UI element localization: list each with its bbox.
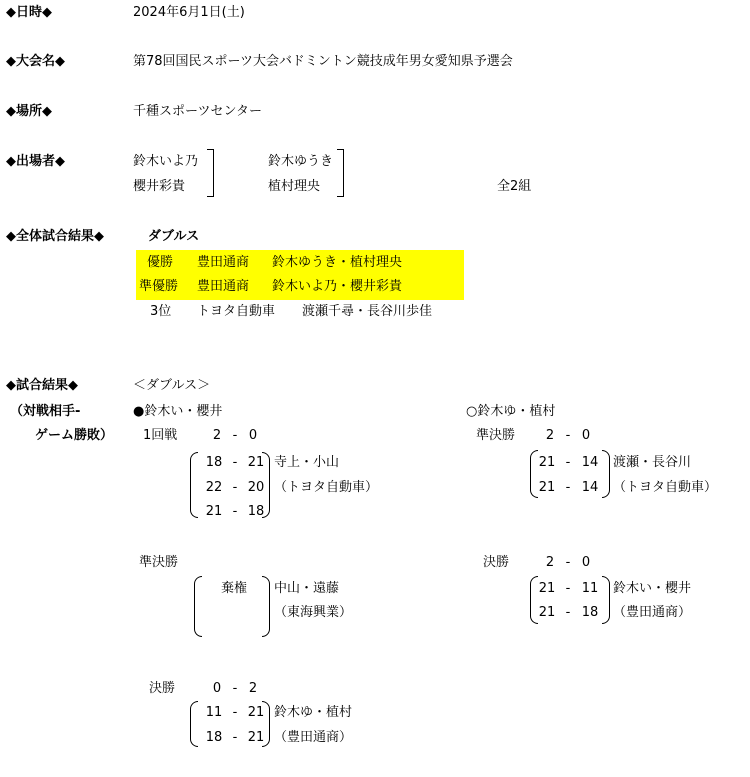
players-2: 鈴木いよ乃・櫻井彩貴	[272, 279, 403, 294]
right-m1-g2-b: 14	[581, 480, 599, 495]
right-m1-g2-dash: -	[565, 480, 571, 495]
right-m2-opponent: 鈴木い・櫻井	[613, 581, 692, 596]
match-sub2: ゲーム勝敗）	[35, 428, 114, 443]
pair2-bracket	[337, 149, 344, 197]
right-m2-g2-dash: -	[565, 605, 571, 620]
right-m2-g1-dash: -	[565, 581, 571, 596]
team-3: トヨタ自動車	[197, 304, 276, 319]
left-m2-paren-left	[194, 576, 202, 637]
right-m1-opponent-team: （トヨタ自動車）	[613, 480, 718, 495]
right-m2-g2-b: 18	[581, 605, 599, 620]
left-m3-paren-left	[190, 701, 198, 747]
right-m2-paren-right	[602, 576, 610, 624]
left-m3-g2-a: 18	[205, 730, 223, 745]
team-2: 豊田通商	[197, 279, 250, 294]
total-pairs: 全2組	[497, 179, 532, 194]
match-label: ◆試合結果◆	[6, 378, 78, 393]
left-m3-round: 決勝	[149, 681, 176, 696]
left-m2-walkover: 棄権	[221, 581, 248, 596]
left-m3-opponent: 鈴木ゆ・植村	[274, 705, 353, 720]
overall-label: ◆全体試合結果◆	[6, 229, 104, 244]
left-m1-g1-a: 18	[205, 455, 223, 470]
right-m1-dash: -	[565, 428, 571, 443]
right-m1-g1-dash: -	[565, 455, 571, 470]
left-m1-g3-b: 18	[247, 504, 265, 519]
right-m1-result-b: 0	[581, 428, 591, 443]
right-m1-round: 準決勝	[476, 428, 516, 443]
left-m1-g1-dash: -	[232, 455, 238, 470]
left-m2-paren-right	[262, 576, 270, 637]
rank-1: 優勝	[147, 255, 174, 270]
right-m2-g1-a: 21	[538, 581, 556, 596]
left-m1-g2-b: 20	[247, 480, 265, 495]
left-m1-g2-dash: -	[232, 480, 238, 495]
right-pair: ○鈴木ゆ・植村	[466, 404, 556, 419]
match-event: ＜ダブルス＞	[133, 378, 211, 393]
left-m3-g2-dash: -	[232, 730, 238, 745]
right-m1-paren-right	[602, 450, 610, 498]
right-m2-dash: -	[565, 555, 571, 570]
left-m2-opponent: 中山・遠藤	[274, 581, 340, 596]
venue-label: ◆場所◆	[6, 104, 52, 119]
right-m1-opponent: 渡瀬・長谷川	[613, 455, 692, 470]
left-m1-result-b: 0	[248, 428, 258, 443]
pair2-player1: 鈴木ゆうき	[268, 154, 334, 169]
rank-2: 準優勝	[139, 279, 179, 294]
event-value: 第78回国民スポーツ大会バドミントン競技成年男女愛知県予選会	[133, 54, 513, 69]
left-m1-opponent: 寺上・小山	[274, 455, 340, 470]
left-m2-round: 準決勝	[139, 555, 179, 570]
right-m2-result-a: 2	[545, 555, 555, 570]
event-label: ◆大会名◆	[6, 54, 65, 69]
left-m3-opponent-team: （豊田通商）	[274, 730, 353, 745]
right-m2-opponent-team: （豊田通商）	[613, 605, 692, 620]
pair2-player2: 植村理央	[268, 179, 321, 194]
right-m1-g2-a: 21	[538, 480, 556, 495]
left-m1-paren-left	[190, 452, 198, 518]
venue-value: 千種スポーツセンター	[133, 104, 262, 119]
date-label: ◆日時◆	[6, 5, 52, 20]
left-m3-dash: -	[232, 681, 238, 696]
left-m3-g1-b: 21	[247, 705, 265, 720]
right-m1-g1-b: 14	[581, 455, 599, 470]
pair1-player1: 鈴木いよ乃	[133, 154, 199, 169]
left-m3-g2-b: 21	[247, 730, 265, 745]
left-m1-dash: -	[232, 428, 238, 443]
left-m1-round: 1回戦	[143, 428, 178, 443]
right-m2-g1-b: 11	[581, 581, 599, 596]
rank-3: 3位	[150, 304, 172, 319]
left-m2-opponent-team: （東海興業）	[274, 605, 353, 620]
players-1: 鈴木ゆうき・植村理央	[272, 255, 403, 270]
right-m2-round: 決勝	[483, 555, 510, 570]
players-label: ◆出場者◆	[6, 154, 65, 169]
left-m3-g1-a: 11	[205, 705, 223, 720]
left-pair: ●鈴木い・櫻井	[133, 404, 223, 419]
left-m1-g3-dash: -	[232, 504, 238, 519]
overall-event: ダブルス	[148, 229, 200, 244]
team-1: 豊田通商	[197, 255, 250, 270]
pair1-bracket	[207, 149, 214, 197]
left-m1-g1-b: 21	[247, 455, 265, 470]
left-m1-g2-a: 22	[205, 480, 223, 495]
right-m2-result-b: 0	[581, 555, 591, 570]
left-m3-result-b: 2	[248, 681, 258, 696]
left-m1-result-a: 2	[212, 428, 222, 443]
date-value: 2024年6月1日(土)	[133, 5, 245, 20]
pair1-player2: 櫻井彩貴	[133, 179, 186, 194]
left-m1-opponent-team: （トヨタ自動車）	[274, 480, 379, 495]
right-m2-g2-a: 21	[538, 605, 556, 620]
left-m3-g1-dash: -	[232, 705, 238, 720]
right-m1-g1-a: 21	[538, 455, 556, 470]
match-sub1: （対戦相手-	[10, 404, 81, 419]
right-m1-result-a: 2	[545, 428, 555, 443]
players-3: 渡瀬千尋・長谷川歩佳	[302, 304, 433, 319]
left-m3-result-a: 0	[212, 681, 222, 696]
left-m1-g3-a: 21	[205, 504, 223, 519]
